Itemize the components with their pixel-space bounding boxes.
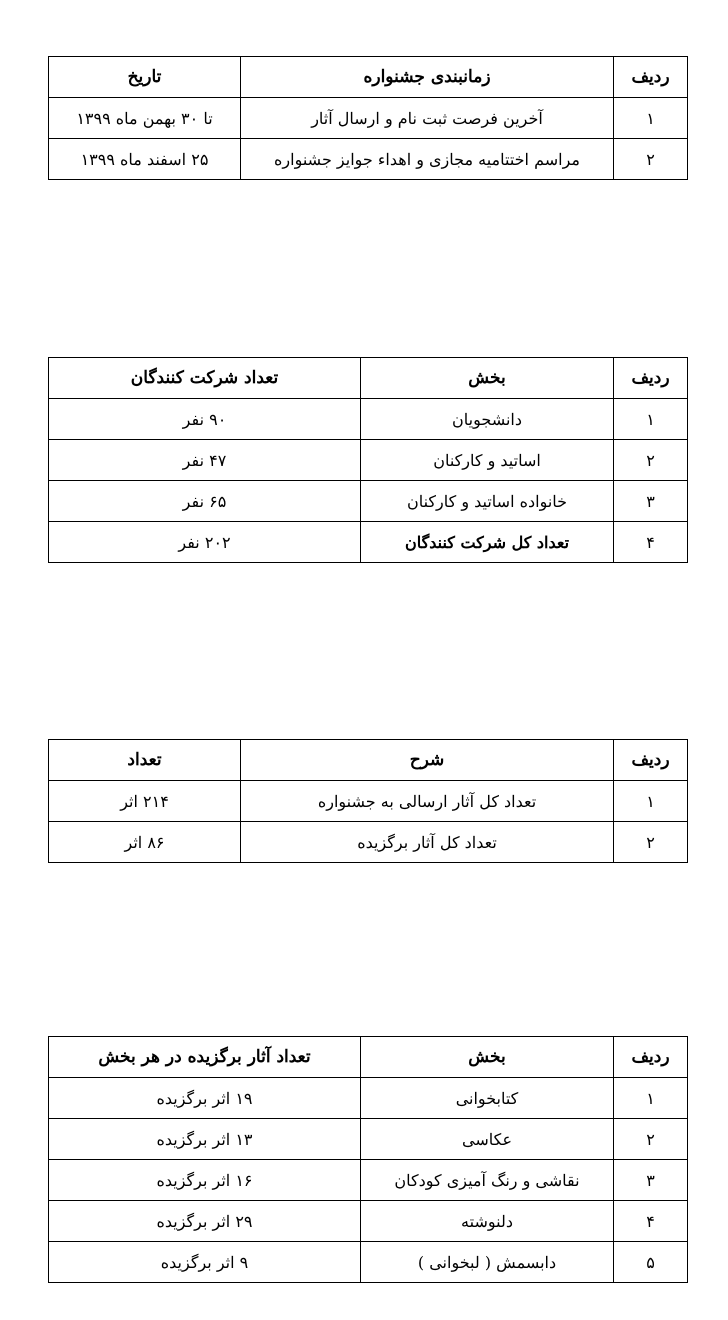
works-summary-table <box>48 739 688 863</box>
header-section: بخش <box>361 1037 614 1078</box>
table-row <box>49 399 688 440</box>
table-row <box>49 781 688 822</box>
cell-description: تعداد کل آثار ارسالی به جشنواره <box>241 781 614 822</box>
cell-row-number: ۳ <box>614 1160 688 1201</box>
table-header-row <box>49 358 688 399</box>
cell-selected-count: ۱۹ اثر برگزیده <box>49 1078 361 1119</box>
cell-section: کتابخوانی <box>361 1078 614 1119</box>
table-header-row <box>49 740 688 781</box>
header-description: شرح <box>241 740 614 781</box>
cell-count: ۸۶ اثر <box>49 822 241 863</box>
table-row <box>49 1078 688 1119</box>
cell-row-number: ۴ <box>614 522 688 563</box>
cell-section-total: تعداد کل شرکت کنندگان <box>361 522 614 563</box>
header-row-number: ردیف <box>614 358 688 399</box>
cell-section: اساتید و کارکنان <box>361 440 614 481</box>
cell-date: ۲۵ اسفند ماه ۱۳۹۹ <box>49 139 241 180</box>
header-count: تعداد <box>49 740 241 781</box>
table-row <box>49 1242 688 1283</box>
cell-row-number: ۲ <box>614 440 688 481</box>
table-row <box>49 440 688 481</box>
table-header-row <box>49 1037 688 1078</box>
table-row <box>49 481 688 522</box>
header-schedule: زمانبندی جشنواره <box>241 57 614 98</box>
header-section: بخش <box>361 358 614 399</box>
cell-section: دابسمش ( لبخوانی ) <box>361 1242 614 1283</box>
header-date: تاریخ <box>49 57 241 98</box>
cell-count: ۶۵ نفر <box>49 481 361 522</box>
schedule-table <box>48 56 688 180</box>
cell-selected-count: ۱۶ اثر برگزیده <box>49 1160 361 1201</box>
cell-count: ۹۰ نفر <box>49 399 361 440</box>
cell-row-number: ۲ <box>614 1119 688 1160</box>
table-row <box>49 1119 688 1160</box>
cell-row-number: ۲ <box>614 139 688 180</box>
header-participants: تعداد شرکت کنندگان <box>49 358 361 399</box>
cell-section: دانشجویان <box>361 399 614 440</box>
cell-date: تا ۳۰ بهمن ماه ۱۳۹۹ <box>49 98 241 139</box>
table-row <box>49 1160 688 1201</box>
cell-event: مراسم اختتامیه مجازی و اهداء جوایز جشنواره <box>241 139 614 180</box>
cell-section: عکاسی <box>361 1119 614 1160</box>
cell-count: ۲۱۴ اثر <box>49 781 241 822</box>
cell-row-number: ۵ <box>614 1242 688 1283</box>
cell-selected-count: ۹ اثر برگزیده <box>49 1242 361 1283</box>
cell-description: تعداد کل آثار برگزیده <box>241 822 614 863</box>
cell-row-number: ۱ <box>614 1078 688 1119</box>
selected-works-table <box>48 1036 688 1283</box>
cell-row-number: ۳ <box>614 481 688 522</box>
table-row <box>49 98 688 139</box>
cell-row-number: ۲ <box>614 822 688 863</box>
table-header-row <box>49 57 688 98</box>
cell-count: ۲۰۲ نفر <box>49 522 361 563</box>
table-row <box>49 1201 688 1242</box>
table-row <box>49 139 688 180</box>
table-row <box>49 522 688 563</box>
cell-section: خانواده اساتید و کارکنان <box>361 481 614 522</box>
header-selected-count: تعداد آثار برگزیده در هر بخش <box>49 1037 361 1078</box>
cell-selected-count: ۱۳ اثر برگزیده <box>49 1119 361 1160</box>
cell-count: ۴۷ نفر <box>49 440 361 481</box>
cell-row-number: ۱ <box>614 399 688 440</box>
cell-selected-count: ۲۹ اثر برگزیده <box>49 1201 361 1242</box>
cell-section: نقاشی و رنگ آمیزی کودکان <box>361 1160 614 1201</box>
cell-row-number: ۱ <box>614 781 688 822</box>
header-row-number: ردیف <box>614 1037 688 1078</box>
header-row-number: ردیف <box>614 740 688 781</box>
header-row-number: ردیف <box>614 57 688 98</box>
cell-section: دلنوشته <box>361 1201 614 1242</box>
table-row <box>49 822 688 863</box>
cell-row-number: ۱ <box>614 98 688 139</box>
cell-row-number: ۴ <box>614 1201 688 1242</box>
participants-table <box>48 357 688 563</box>
cell-event: آخرین فرصت ثبت نام و ارسال آثار <box>241 98 614 139</box>
